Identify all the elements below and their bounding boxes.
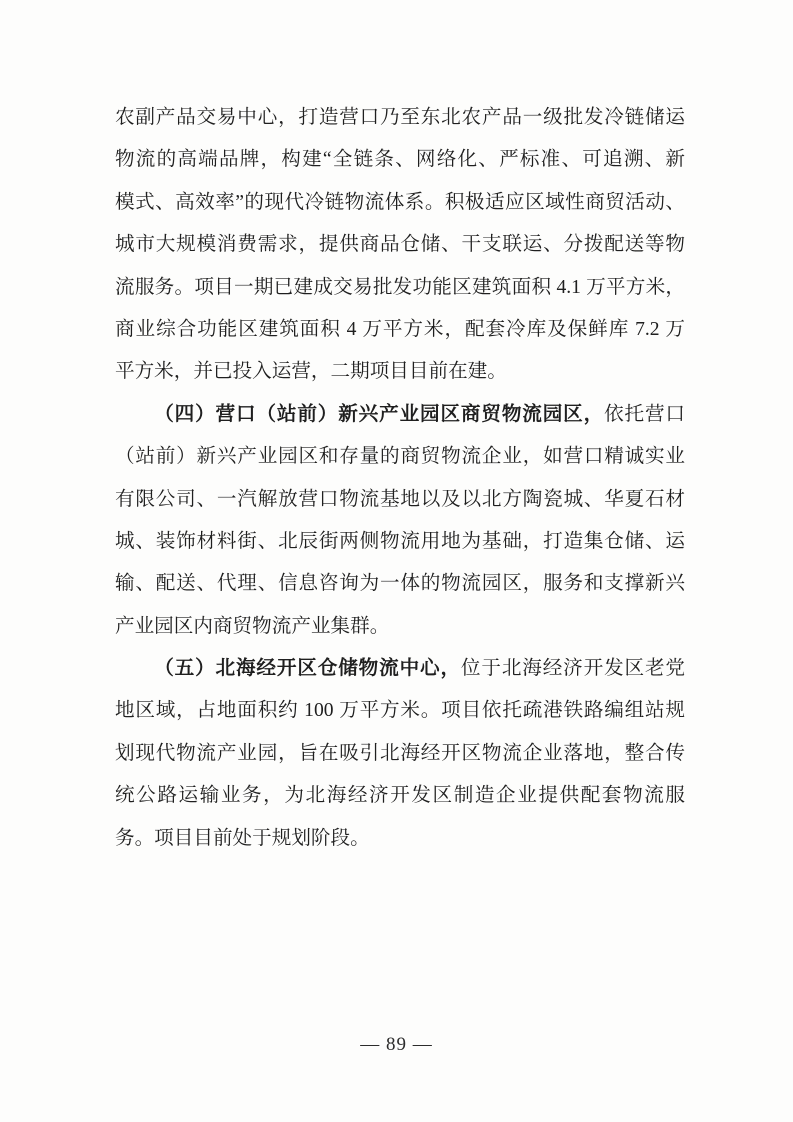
text-line: [115, 436, 685, 478]
paragraph: [115, 648, 685, 860]
body-text: 城、装饰材料街、北辰街两侧物流用地为基础，打造集仓储、运: [115, 530, 685, 552]
text-line: [115, 351, 685, 393]
body-text: 位于北海经济开发区老党: [460, 658, 685, 680]
body-text: 城市大规模消费需求，提供商品仓储、干支联运、分拨配送等物: [115, 234, 685, 256]
body-text: 依托营口: [604, 403, 685, 425]
text-line: [115, 606, 685, 648]
text-line: [115, 224, 685, 266]
document-body: [115, 97, 685, 860]
text-line: [115, 521, 685, 563]
text-line: [115, 182, 685, 224]
text-line: [115, 97, 685, 139]
body-text: 地区域，占地面积约 100 万平方米。项目依托疏港铁路编组站规: [115, 700, 685, 722]
body-text: 流服务。项目一期已建成交易批发功能区建筑面积 4.1 万平方米，: [115, 276, 685, 298]
body-text: 物流的高端品牌，构建“全链条、网络化、严标准、可追溯、新: [115, 149, 685, 171]
body-text: 商业综合功能区建筑面积 4 万平方米，配套冷库及保鲜库 7.2 万: [115, 318, 685, 340]
body-text: 务。项目目前处于规划阶段。: [115, 827, 370, 849]
paragraph: [115, 97, 685, 394]
text-line: [115, 733, 685, 775]
body-text: 统公路运输业务，为北海经济开发区制造企业提供配套物流服: [115, 785, 685, 807]
text-line: [115, 267, 685, 309]
text-line: [115, 818, 685, 860]
section-heading-text: （四）营口（站前）新兴产业园区商贸物流园区，: [154, 403, 605, 425]
body-text: 输、配送、代理、信息咨询为一体的物流园区，服务和支撑新兴: [115, 573, 685, 595]
section-heading-text: （五）北海经开区仓储物流中心，: [154, 658, 461, 680]
text-line: [115, 563, 685, 605]
text-line: [115, 690, 685, 732]
body-text: 平方米，并已投入运营，二期项目目前在建。: [115, 361, 507, 383]
text-line: [115, 394, 685, 436]
text-line: [115, 139, 685, 181]
body-text: 农副产品交易中心，打造营口乃至东北农产品一级批发冷链储运: [115, 107, 685, 128]
text-line: [115, 775, 685, 817]
text-line: [115, 648, 685, 690]
paragraph: [115, 394, 685, 648]
body-text: 有限公司、一汽解放营口物流基地以及以北方陶瓷城、华夏石材: [115, 488, 685, 510]
text-line: [115, 309, 685, 351]
body-text: 产业园区内商贸物流产业集群。: [115, 615, 390, 637]
page-number: — 89 —: [360, 1034, 433, 1055]
body-text: 模式、高效率”的现代冷链物流体系。积极适应区域性商贸活动、: [115, 191, 685, 213]
body-text: （站前）新兴产业园区和存量的商贸物流企业，如营口精诚实业: [115, 446, 685, 468]
text-line: [115, 479, 685, 521]
body-text: 划现代物流产业园，旨在吸引北海经开区物流企业落地，整合传: [115, 742, 685, 764]
